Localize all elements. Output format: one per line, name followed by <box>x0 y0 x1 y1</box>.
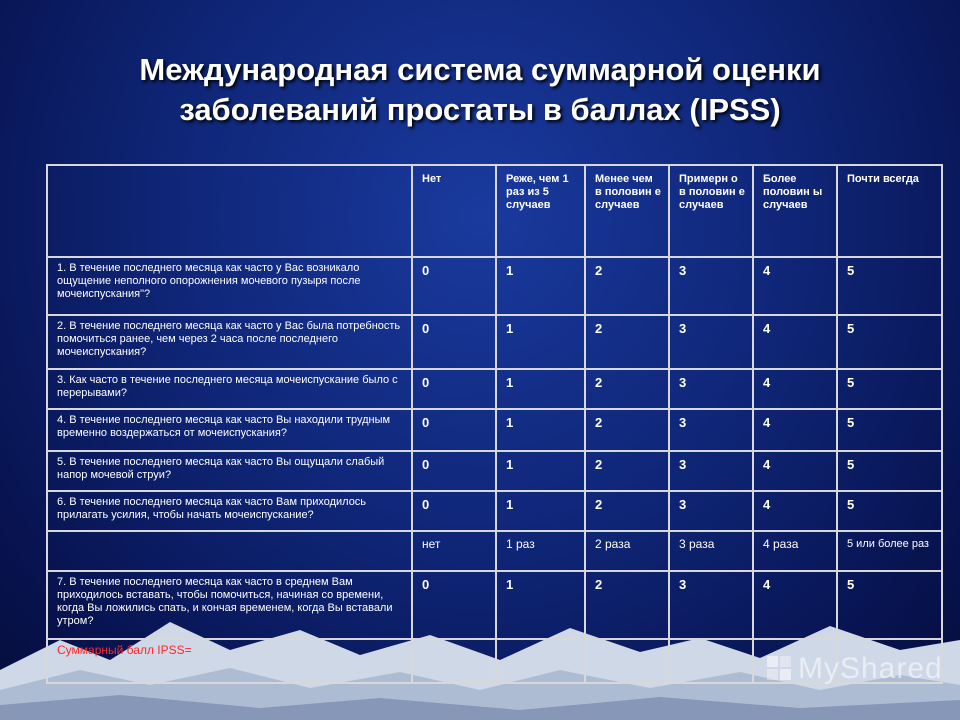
score-cell: 0 <box>412 315 496 369</box>
title-line-2: заболеваний простаты в баллах (IPSS) <box>179 92 781 127</box>
night-header-cell <box>47 531 412 571</box>
title-line-1: Международная система суммарной оценки <box>139 52 821 87</box>
score-cell: 5 <box>837 315 942 369</box>
empty-cell <box>412 639 496 683</box>
empty-cell <box>669 639 753 683</box>
question-cell: 4. В течение последнего месяца как часто Вы находили трудным временно воздержаться от мочеиспускания? <box>47 409 412 451</box>
table-row <box>47 369 942 409</box>
score-cell: 5 <box>837 571 942 639</box>
header-cell: Менее чем в половин е случаев <box>585 165 669 257</box>
score-cell: 5 <box>837 409 942 451</box>
score-cell: 1 <box>496 571 585 639</box>
header-cell: Примерн о в половин е случаев <box>669 165 753 257</box>
question-cell: 6. В течение последнего месяца как часто Вам приходилось прилагать усилия, чтобы начать мочеиспускание? <box>47 491 412 531</box>
score-cell: 1 <box>496 257 585 315</box>
question-cell: 2. В течение последнего месяца как часто у Вас была потребность помочиться ранее, чем через 2 часа после последнего мочеиспускания? <box>47 315 412 369</box>
score-cell: 2 <box>585 409 669 451</box>
score-cell: 0 <box>412 257 496 315</box>
score-cell: 5 <box>837 257 942 315</box>
score-cell: 1 <box>496 491 585 531</box>
night-header-row <box>47 531 942 571</box>
score-cell: 2 <box>585 571 669 639</box>
score-cell: 4 <box>753 369 837 409</box>
score-cell: 5 <box>837 491 942 531</box>
night-header-cell: 5 или более раз <box>837 531 942 571</box>
score-cell: 2 <box>585 451 669 491</box>
watermark <box>766 652 943 686</box>
empty-cell <box>585 639 669 683</box>
score-cell: 2 <box>585 369 669 409</box>
score-cell: 1 <box>496 451 585 491</box>
question-cell: 1. В течение последнего месяца как часто у Вас возникало ощущение неполного опорожнения мочевого пузыря после мочеиспускания"? <box>47 257 412 315</box>
score-cell: 0 <box>412 409 496 451</box>
header-cell: Нет <box>412 165 496 257</box>
ipss-table <box>46 164 943 684</box>
page-title <box>40 50 920 130</box>
question-cell: 3. Как часто в течение последнего месяца мочеиспускание было с перерывами? <box>47 369 412 409</box>
score-cell: 3 <box>669 315 753 369</box>
table-row <box>47 571 942 639</box>
night-header-cell: 2 раза <box>585 531 669 571</box>
total-label: Суммарный балл IPSS= <box>47 639 412 683</box>
table-header-row <box>47 165 942 257</box>
score-cell: 4 <box>753 451 837 491</box>
score-cell: 0 <box>412 451 496 491</box>
score-cell: 3 <box>669 369 753 409</box>
score-cell: 3 <box>669 451 753 491</box>
score-cell: 4 <box>753 315 837 369</box>
night-header-cell: нет <box>412 531 496 571</box>
night-header-cell: 1 раз <box>496 531 585 571</box>
header-cell: Почти всегда <box>837 165 942 257</box>
score-cell: 4 <box>753 409 837 451</box>
score-cell: 2 <box>585 315 669 369</box>
header-cell <box>47 165 412 257</box>
score-cell: 5 <box>837 451 942 491</box>
table-row <box>47 257 942 315</box>
score-cell: 2 <box>585 491 669 531</box>
score-cell: 5 <box>837 369 942 409</box>
score-cell: 1 <box>496 315 585 369</box>
night-header-cell: 4 раза <box>753 531 837 571</box>
table-row <box>47 315 942 369</box>
score-cell: 3 <box>669 409 753 451</box>
watermark-logo-icon <box>766 655 792 681</box>
score-cell: 2 <box>585 257 669 315</box>
header-cell: Более половин ы случаев <box>753 165 837 257</box>
score-cell: 4 <box>753 257 837 315</box>
score-cell: 1 <box>496 409 585 451</box>
score-cell: 0 <box>412 571 496 639</box>
header-cell: Реже, чем 1 раз из 5 случаев <box>496 165 585 257</box>
table-row <box>47 409 942 451</box>
empty-cell <box>496 639 585 683</box>
table-row <box>47 491 942 531</box>
watermark-text: MyShared <box>798 652 943 685</box>
question-cell: 5. В течение последнего месяца как часто Вы ощущали слабый напор мочевой струи? <box>47 451 412 491</box>
night-header-cell: 3 раза <box>669 531 753 571</box>
score-cell: 4 <box>753 491 837 531</box>
score-cell: 4 <box>753 571 837 639</box>
question-cell: 7. В течение последнего месяца как часто в среднем Вам приходилось вставать, чтобы помочиться, начиная со времени, когда Вы ложились спать, и кончая временем, когда Вы вставали утром? <box>47 571 412 639</box>
score-cell: 3 <box>669 257 753 315</box>
score-cell: 3 <box>669 571 753 639</box>
score-cell: 0 <box>412 491 496 531</box>
table-row <box>47 451 942 491</box>
score-cell: 1 <box>496 369 585 409</box>
score-cell: 3 <box>669 491 753 531</box>
score-cell: 0 <box>412 369 496 409</box>
